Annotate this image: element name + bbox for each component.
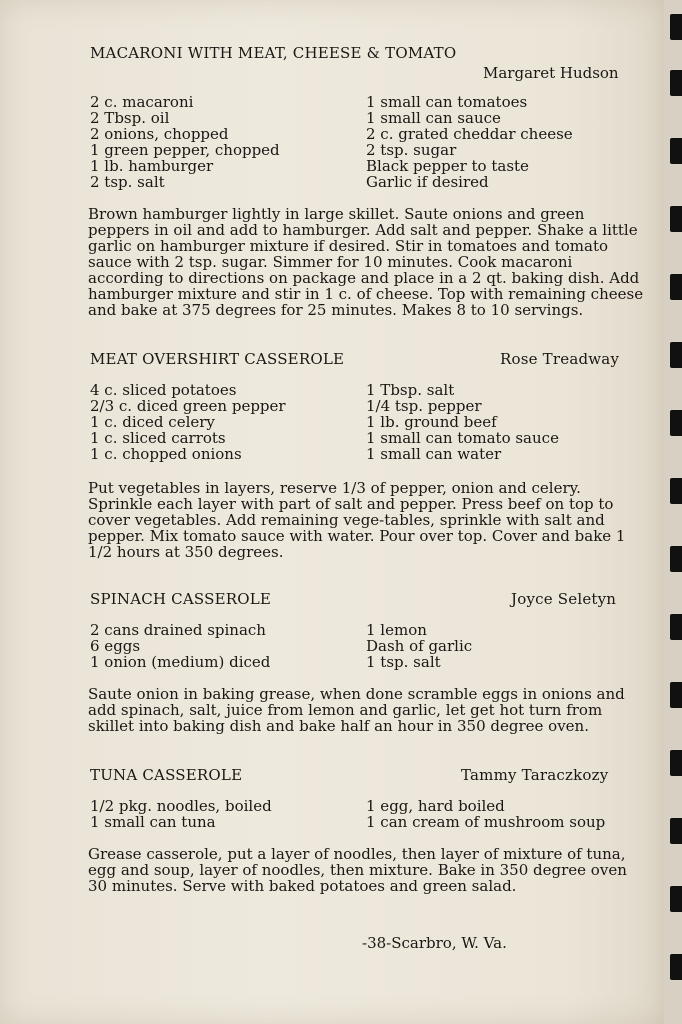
ingredient: 1 can cream of mushroom soup — [366, 813, 606, 831]
ingredients-right — [366, 622, 472, 670]
ingredient: 2 Tbsp. oil — [90, 109, 170, 127]
ingredient: 2 cans drained spinach — [90, 621, 266, 639]
recipe-tuna — [0, 766, 664, 895]
ingredients-left — [90, 94, 280, 190]
ingredient: 1 lemon — [366, 621, 427, 639]
binding-coil — [670, 546, 682, 572]
ingredient: 1 small can water — [366, 445, 502, 463]
recipe-macaroni — [0, 44, 664, 319]
ingredient: 2 tsp. sugar — [366, 141, 457, 159]
recipe-header — [0, 590, 664, 612]
ingredient: 1 small can sauce — [366, 109, 501, 127]
spiral-binding — [664, 0, 682, 1024]
binding-coil — [670, 886, 682, 912]
recipe-author: Margaret Hudson — [483, 64, 619, 82]
ingredient: 1 c. diced celery — [90, 413, 215, 431]
recipe-directions: Saute onion in baking grease, when done scramble eggs in onions and add spinach, salt, juice from lemon and garlic, let get hot turn from skillet into baking dish and bake half an hour in 350 degree oven. — [88, 685, 625, 735]
recipe-directions: Put vegetables in layers, reserve 1/3 of pepper, onion and celery. Sprinkle each layer with part of salt and pepper. Press beef on top to cover vegetables. Add remaining vege-tables, sprinkle with salt and pepper. Mix tomato sauce with water. Pour over top. Cover and bake 1 1/2 hours at 350 degrees. — [88, 479, 626, 561]
binding-coil — [670, 206, 682, 232]
binding-coil — [670, 342, 682, 368]
ingredient-list — [0, 622, 664, 674]
ingredient: Dash of garlic — [366, 637, 473, 655]
ingredient: 1 lb. hamburger — [90, 157, 214, 175]
binding-coil — [670, 750, 682, 776]
ingredient: 1 green pepper, chopped — [90, 141, 280, 159]
ingredient: 1 egg, hard boiled — [366, 797, 505, 815]
binding-coil — [670, 818, 682, 844]
recipe-title: MEAT OVERSHIRT CASSEROLE — [90, 350, 345, 368]
ingredient: 6 eggs — [90, 637, 141, 655]
ingredient: 2 tsp. salt — [90, 173, 165, 191]
ingredient: 1 small can tomatoes — [366, 93, 528, 111]
ingredient: Black pepper to taste — [366, 157, 529, 175]
binding-coil — [670, 954, 682, 980]
binding-coil — [670, 682, 682, 708]
recipe-spinach — [0, 590, 664, 735]
binding-coil — [670, 614, 682, 640]
recipe-title: SPINACH CASSEROLE — [90, 590, 272, 608]
recipe-author: Tammy Taraczkozy — [461, 766, 609, 784]
ingredient: Garlic if desired — [366, 173, 489, 191]
recipe-title: TUNA CASSEROLE — [90, 766, 243, 784]
ingredient: 2 c. grated cheddar cheese — [366, 125, 573, 143]
ingredient: 1 small can tomato sauce — [366, 429, 559, 447]
ingredients-right — [366, 798, 605, 830]
ingredient-list — [0, 94, 664, 194]
binding-coil — [670, 478, 682, 504]
ingredient: 1 c. sliced carrots — [90, 429, 226, 447]
ingredients-right — [366, 94, 573, 190]
recipe-directions: Brown hamburger lightly in large skillet. Saute onions and green peppers in oil and add to hamburger. Add salt and pepper. Shake a little garlic on hamburger mixture if desired. Stir in tomatoes and tomato sauce with 2 tsp. sugar. Simmer for 10 minutes. Cook macaroni according to directions on package and place in a 2 qt. baking dish. Add hamburger mixture and stir in 1 c. of cheese. Top with remaining cheese and bake at 375 degrees for 25 minutes. Makes 8 to 10 servings. — [88, 205, 644, 319]
binding-coil — [670, 70, 682, 96]
ingredients-left — [90, 622, 270, 670]
ingredient: 1 small can tuna — [90, 813, 216, 831]
recipe-header — [0, 350, 664, 372]
ingredient: 1 Tbsp. salt — [366, 381, 455, 399]
recipe-header — [0, 44, 664, 66]
ingredient: 4 c. sliced potatoes — [90, 381, 237, 399]
ingredient: 1 tsp. salt — [366, 653, 441, 671]
ingredients-left — [90, 798, 272, 830]
ingredients-right — [366, 382, 559, 462]
ingredient-list — [0, 798, 664, 834]
ingredient: 1 onion (medium) diced — [90, 653, 271, 671]
binding-coil — [670, 138, 682, 164]
binding-coil — [670, 410, 682, 436]
recipe-meat-overshirt — [0, 350, 664, 561]
recipe-author: Rose Treadway — [500, 350, 620, 368]
recipe-author: Joyce Seletyn — [511, 590, 617, 608]
ingredient: 1 lb. ground beef — [366, 413, 497, 431]
ingredient: 1 c. chopped onions — [90, 445, 242, 463]
recipe-title: MACARONI WITH MEAT, CHEESE & TOMATO — [90, 44, 457, 62]
ingredient: 2 onions, chopped — [90, 125, 229, 143]
recipe-header — [0, 766, 664, 788]
binding-coil — [670, 274, 682, 300]
ingredient: 2/3 c. diced green pepper — [90, 397, 286, 415]
recipe-directions: Grease casserole, put a layer of noodles, then layer of mixture of tuna, egg and soup, layer of noodles, then mixture. Bake in 350 degree oven 30 minutes. Serve with baked potatoes and green salad. — [88, 845, 627, 895]
ingredients-left — [90, 382, 286, 462]
ingredient: 2 c. macaroni — [90, 93, 194, 111]
ingredient: 1/2 pkg. noodles, boiled — [90, 797, 272, 815]
binding-coil — [670, 14, 682, 40]
ingredient-list — [0, 382, 664, 466]
page-footer: -38-Scarbro, W. Va. — [362, 934, 507, 952]
ingredient: 1/4 tsp. pepper — [366, 397, 482, 415]
